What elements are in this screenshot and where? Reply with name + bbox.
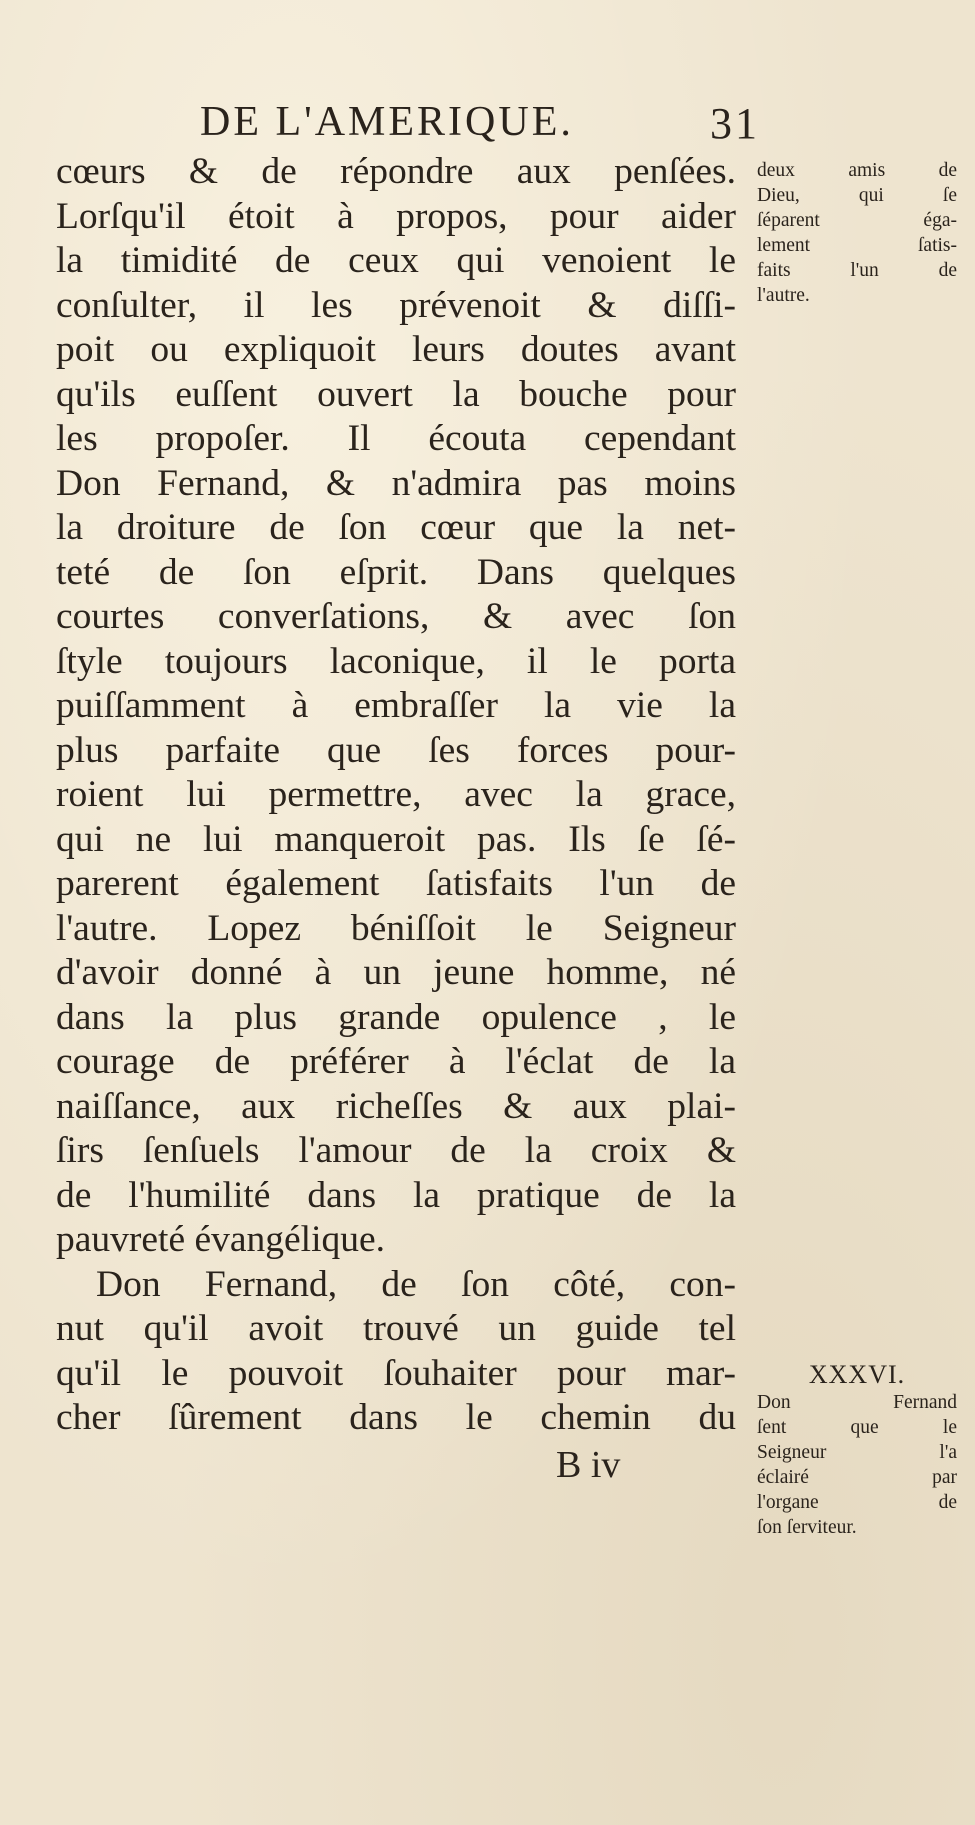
text-line: qu'il le pouvoit ſouhaiter pour mar- xyxy=(56,1352,736,1394)
margin-note-line: éclairé par xyxy=(757,1467,957,1488)
margin-note-line: l'autre. xyxy=(757,285,810,306)
text-line: plus parfaite que ſes forces pour- xyxy=(56,729,736,771)
text-line: courage de préférer à l'éclat de la xyxy=(56,1041,736,1082)
margin-note-line: Dieu, qui ſe xyxy=(757,185,957,206)
margin-note-line: ſéparent éga- xyxy=(757,210,957,231)
text-line: Lorſqu'il étoit à propos, pour aider xyxy=(56,195,736,237)
text-line: teté de ſon eſprit. Dans quelques xyxy=(56,551,736,593)
text-line: roient lui permettre, avec la grace, xyxy=(56,774,736,815)
text-line: dans la plus grande opulence , le xyxy=(56,996,736,1038)
text-line: les propoſer. Il écouta cependant xyxy=(56,418,736,459)
section-numeral: XXXVI. xyxy=(808,1360,906,1389)
margin-note-line: Seigneur l'a xyxy=(757,1442,957,1463)
text-line: Don Fernand, de ſon côté, con- xyxy=(96,1263,736,1305)
running-head-title: DE L'AMERIQUE. xyxy=(200,99,574,145)
text-line: naiſſance, aux richeſſes & aux plai- xyxy=(56,1085,736,1127)
margin-note-line: lement ſatis- xyxy=(757,235,957,256)
margin-note-line: ſent que le xyxy=(757,1417,957,1438)
text-line: la droiture de ſon cœur que la net- xyxy=(56,507,736,548)
page-number: 31 xyxy=(710,99,760,148)
margin-note-line: ſon ſerviteur. xyxy=(757,1517,857,1538)
text-line: qu'ils euſſent ouvert la bouche pour xyxy=(56,373,736,415)
text-line: qui ne lui manqueroit pas. Ils ſe ſé- xyxy=(56,818,736,860)
text-line: courtes converſations, & avec ſon xyxy=(56,596,736,637)
margin-note xyxy=(757,158,957,308)
margin-note-line: Don Fernand xyxy=(757,1392,957,1413)
margin-note xyxy=(757,1360,957,1540)
text-line: conſulter, il les prévenoit & diſſi- xyxy=(56,284,736,326)
text-line: pauvreté évangélique. xyxy=(56,1219,386,1260)
body-text xyxy=(56,150,736,1491)
text-line: l'autre. Lopez béniſſoit le Seigneur xyxy=(56,907,736,949)
margin-note-line: faits l'un de xyxy=(757,260,957,281)
margin-note-line: deux amis de xyxy=(757,160,957,181)
text-line: ſirs ſenſuels l'amour de la croix & xyxy=(56,1130,736,1171)
text-line: la timidité de ceux qui venoient le xyxy=(56,240,736,281)
text-line: de l'humilité dans la pratique de la xyxy=(56,1174,736,1216)
margin-note-line: l'organe de xyxy=(757,1492,957,1513)
text-line: puiſſamment à embraſſer la vie la xyxy=(56,685,736,726)
text-line: Don Fernand, & n'admira pas moins xyxy=(56,462,736,504)
text-line: ſtyle toujours laconique, il le porta xyxy=(56,640,736,682)
text-line: cœurs & de répondre aux penſées. xyxy=(56,151,736,192)
text-line: parerent également ſatisfaits l'un de xyxy=(56,863,736,904)
signature-mark: B iv xyxy=(556,1443,621,1486)
text-line: d'avoir donné à un jeune homme, né xyxy=(56,952,736,993)
running-head xyxy=(200,98,760,148)
text-line: cher ſûrement dans le chemin du xyxy=(56,1397,736,1438)
text-line: poit ou expliquoit leurs doutes avant xyxy=(56,329,736,370)
text-line: nut qu'il avoit trouvé un guide tel xyxy=(56,1308,736,1349)
